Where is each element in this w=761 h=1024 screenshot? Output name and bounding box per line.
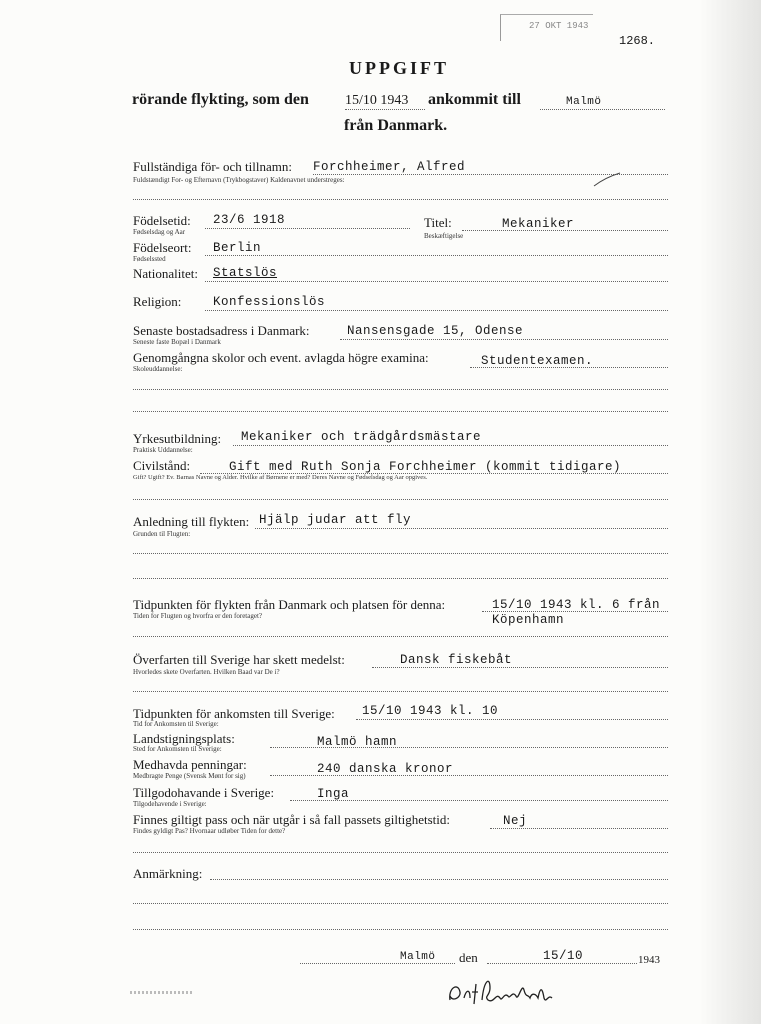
name-label: Fullständiga för- och tillnamn: — [133, 159, 292, 174]
stamp-text: 27 OKT 1943 — [529, 21, 589, 31]
form-title: UPPGIFT — [349, 58, 449, 78]
footer-year: 1943 — [638, 954, 660, 966]
vocation-label: Yrkesutbildning: — [133, 431, 222, 446]
name-sub: Fuldstændigt For- og Efternavn (Trykbogstaver) Kaldenavnet understreges: — [133, 176, 345, 184]
address-sub: Seneste faste Bopæl i Danmark — [133, 338, 221, 346]
arrival-time-label: Tidpunkten för ankomsten till Sverige: — [133, 706, 335, 721]
birthplace-sub: Fødselssted — [133, 255, 166, 263]
subtitle-prefix: rörande flykting, som den — [132, 91, 309, 108]
nationality-label: Nationalitet: — [133, 266, 198, 281]
schools-value: Studentexamen. — [481, 354, 594, 368]
assets-label: Tillgodohavande i Sverige: — [133, 785, 275, 800]
birthplace-label: Födelseort: — [133, 240, 192, 255]
subtitle-middle: ankommit till — [428, 91, 521, 108]
arrival-time-value: 15/10 1943 kl. 10 — [362, 704, 499, 718]
landing-sub: Sted for Ankomsten til Sverige: — [133, 745, 222, 753]
escape-time-label: Tidpunkten för flykten från Danmark och platsen för denna: — [133, 597, 446, 612]
religion-value: Konfessionslös — [213, 295, 326, 309]
escape-time-value2: Köpenhamn — [492, 613, 565, 627]
civil-value: Gift med Ruth Sonja Forchheimer (kommit tidigare) — [229, 460, 622, 474]
reason-sub: Grunden til Flugten: — [133, 530, 191, 538]
vocation-sub: Praktisk Uddannelse: — [133, 446, 193, 454]
civil-sub: Gift? Ugift? Ev. Barnas Navne og Alder. Hvilke af Børnene er med? Deres Navne og Fødselsdag og Aar opgives. — [133, 474, 428, 481]
assets-sub: Tilgodehavende i Sverige: — [133, 800, 207, 808]
remarks-label: Anmärkning: — [133, 866, 203, 881]
printer-mark — [130, 991, 192, 994]
subtitle-line2: från Danmark. — [344, 117, 448, 134]
footer-place: Malmö — [400, 951, 436, 963]
assets-value: Inga — [317, 787, 350, 801]
landing-value: Malmö hamn — [317, 735, 398, 749]
crossing-sub: Hvorledes skete Overfarten. Hvilken Baad var De i? — [133, 668, 280, 676]
document-number: 1268. — [619, 34, 656, 48]
pen-mark — [592, 170, 622, 188]
crossing-value: Dansk fiskebåt — [400, 653, 513, 667]
page-edge-shadow — [699, 0, 761, 1024]
address-label: Senaste bostadsadress i Danmark: — [133, 323, 310, 338]
reason-label: Anledning till flykten: — [133, 514, 250, 529]
subtitle-place: Malmö — [566, 96, 602, 108]
name-value: Forchheimer, Alfred — [313, 160, 466, 174]
birthdate-label: Födelsetid: — [133, 213, 191, 228]
signature — [444, 970, 560, 1012]
title-sub: Beskæftigelse — [424, 232, 464, 240]
passport-label: Finnes giltigt pass och när utgår i så fall passets giltighetstid: — [133, 812, 451, 827]
title-value: Mekaniker — [502, 217, 575, 231]
birthdate-value: 23/6 1918 — [213, 213, 286, 227]
escape-time-sub: Tiden for Flugten og hvorfra er den foretaget? — [133, 612, 263, 620]
landing-label: Landstigningsplats: — [133, 731, 235, 746]
arrival-time-sub: Tid for Ankomsten til Sverige: — [133, 720, 219, 728]
money-sub: Medbragte Penge (Svensk Mønt for sig) — [133, 772, 246, 780]
reason-value: Hjälp judar att fly — [259, 513, 412, 527]
religion-label: Religion: — [133, 294, 182, 309]
title-label: Titel: — [424, 215, 452, 230]
footer-den: den — [459, 950, 478, 965]
birthplace-value: Berlin — [213, 241, 262, 255]
money-value: 240 danska kronor — [317, 762, 454, 776]
vocation-value: Mekaniker och trädgårdsmästare — [241, 430, 482, 444]
crossing-label: Överfarten till Sverige har skett medelst: — [133, 652, 345, 667]
passport-value: Nej — [503, 814, 528, 828]
civil-label: Civilstånd: — [133, 458, 191, 473]
birthdate-sub: Fødselsdag og Aar — [133, 228, 186, 236]
address-value: Nansensgade 15, Odense — [347, 324, 524, 338]
received-stamp — [500, 14, 593, 41]
passport-sub: Findes gyldigt Pas? Hvornaar udløber Tiden for dette? — [133, 827, 286, 835]
footer-date: 15/10 — [543, 949, 584, 963]
escape-time-value: 15/10 1943 kl. 6 från — [492, 598, 661, 612]
subtitle-date: 15/10 1943 — [345, 93, 409, 108]
schools-sub: Skoleuddannelse: — [133, 365, 183, 373]
schools-label: Genomgångna skolor och event. avlagda högre examina: — [133, 350, 429, 365]
nationality-value: Statslös — [213, 266, 278, 280]
money-label: Medhavda penningar: — [133, 757, 247, 772]
